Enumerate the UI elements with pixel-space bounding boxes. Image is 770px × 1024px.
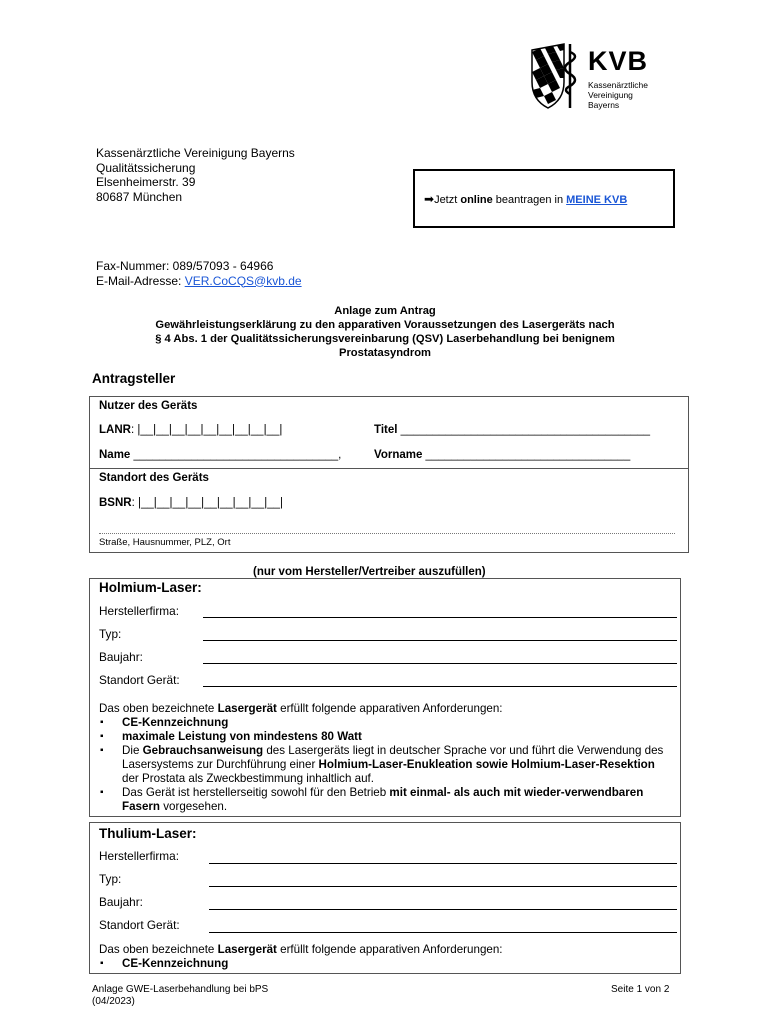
online-text-bold: online xyxy=(460,194,493,206)
vorname-line: ________________________________ xyxy=(422,449,631,461)
footer-left xyxy=(92,984,268,1008)
online-apply-box xyxy=(413,169,675,228)
requirements-intro xyxy=(99,943,669,957)
standort-geraet-label: Standort Gerät: xyxy=(99,673,180,687)
bsnr-field[interactable] xyxy=(99,497,283,509)
req-manual xyxy=(99,744,669,786)
baujahr-label: Baujahr: xyxy=(99,895,143,909)
email-label: E-Mail-Adresse: xyxy=(96,273,185,288)
typ-input[interactable] xyxy=(209,886,677,887)
intro-bold: Lasergerät xyxy=(217,943,277,956)
req-ce: ▪ CE-Kennzeichnung xyxy=(99,957,669,971)
typ-label: Typ: xyxy=(99,872,122,886)
arrow-right-icon: ➡ xyxy=(424,192,435,206)
logo-sub-line: Kassenärztliche xyxy=(588,80,649,90)
intro-bold: Lasergerät xyxy=(217,702,277,715)
req-manual-a: Die xyxy=(122,744,143,757)
meine-kvb-link[interactable]: MEINE KVB xyxy=(566,194,628,206)
vorname-label: Vorname xyxy=(374,449,423,461)
name-label: Name xyxy=(99,449,131,461)
titel-field[interactable] xyxy=(374,424,650,436)
logo-sub-line: Vereinigung xyxy=(588,90,633,100)
fax-number: Fax-Nummer: 089/57093 - 64966 xyxy=(96,259,274,273)
standort-geraet-input[interactable] xyxy=(209,932,677,933)
footer-doc-date: (04/2023) xyxy=(92,996,135,1007)
holmium-heading: Holmium-Laser: xyxy=(99,580,202,595)
typ-input[interactable] xyxy=(203,640,677,641)
name-line: ________________________________, xyxy=(130,449,342,461)
logo-wordmark: KVB xyxy=(588,46,649,76)
online-text-mid: beantragen in xyxy=(492,194,567,206)
requirements-list xyxy=(99,716,669,814)
address-line: Elsenheimerstr. 39 xyxy=(96,175,196,189)
baujahr-label: Baujahr: xyxy=(99,650,143,664)
herstellerfirma-input[interactable] xyxy=(209,863,677,864)
intro-post: erfüllt folgende apparativen Anforderungen: xyxy=(276,702,503,715)
standort-geraet-label: Standort Gerät: xyxy=(99,918,180,932)
logo-subtext xyxy=(588,80,648,110)
bsnr-label: BSNR xyxy=(99,497,132,509)
address-line: Kassenärztliche Vereinigung Bayerns xyxy=(96,146,295,160)
address-caption: Straße, Hausnummer, PLZ, Ort xyxy=(99,537,231,548)
herstellerfirma-input[interactable] xyxy=(203,617,677,618)
baujahr-input[interactable] xyxy=(209,909,677,910)
req-manual-d: Holmium-Laser-Enukleation sowie Holmium-Laser-Resektion xyxy=(318,758,655,771)
titel-line: _______________________________________ xyxy=(397,424,651,436)
baujahr-input[interactable] xyxy=(203,663,677,664)
typ-label: Typ: xyxy=(99,627,122,641)
recipient-address xyxy=(96,146,295,204)
lanr-label: LANR xyxy=(99,424,131,436)
thulium-laser-box xyxy=(89,822,681,974)
intro-post: erfüllt folgende apparativen Anforderungen: xyxy=(276,943,503,956)
divider xyxy=(90,468,688,469)
address-line: Qualitätssicherung xyxy=(96,160,196,175)
bsnr-boxes: : |__|__|__|__|__|__|__|__|__| xyxy=(131,497,283,509)
title-line: Anlage zum Antrag xyxy=(334,305,436,317)
address-line: 80687 München xyxy=(96,189,183,204)
requirements-intro xyxy=(99,702,669,716)
intro-pre: Das oben bezeichnete xyxy=(99,702,218,715)
req-fibers xyxy=(99,786,669,814)
req-fibers-b: mit einmal- als auch mit wieder-verwendbaren Fasern xyxy=(122,786,644,813)
req-fibers-a: Das Gerät ist herstellerseitig sowohl für den Betrieb xyxy=(122,786,390,799)
req-ce: ▪ CE-Kennzeichnung xyxy=(99,716,669,730)
address-input-line[interactable] xyxy=(99,533,675,534)
document-title xyxy=(90,304,680,360)
contact-info xyxy=(96,259,302,288)
bavaria-shield-icon xyxy=(530,42,582,110)
kvb-logo xyxy=(530,42,670,112)
nutzer-heading: Nutzer des Geräts xyxy=(99,400,198,412)
vorname-field[interactable] xyxy=(374,449,630,461)
herstellerfirma-label: Herstellerfirma: xyxy=(99,849,179,863)
logo-sub-line: Bayerns xyxy=(588,100,620,110)
antragsteller-box xyxy=(89,396,689,553)
req-manual-b: Gebrauchsanweisung xyxy=(142,744,264,757)
online-apply-text xyxy=(424,192,627,206)
req-manual-c: des Lasergeräts liegt in deutscher Sprache vor und führt die Verwendung des Lasersystems zur Durchführung einer xyxy=(122,744,664,771)
requirements-list xyxy=(99,957,669,971)
online-text-pre: Jetzt xyxy=(434,194,461,206)
thulium-heading: Thulium-Laser: xyxy=(99,826,197,841)
holmium-laser-box xyxy=(89,578,681,817)
titel-label: Titel xyxy=(374,424,398,436)
antragsteller-heading: Antragsteller xyxy=(92,371,176,386)
footer-doc-name: Anlage GWE-Laserbehandlung bei bPS xyxy=(92,984,269,995)
hersteller-note: (nur vom Hersteller/Vertreiber auszufüllen) xyxy=(253,566,486,578)
title-line: Prostatasyndrom xyxy=(338,347,431,359)
email-link[interactable]: VER.CoCQS@kvb.de xyxy=(184,273,302,288)
standort-geraet-input[interactable] xyxy=(203,686,677,687)
req-power: ▪ maximale Leistung von mindestens 80 Watt xyxy=(99,730,669,744)
lanr-field[interactable] xyxy=(99,424,282,436)
req-manual-e: der Prostata als Zweckbestimmung inhaltlich auf. xyxy=(122,772,374,785)
name-field[interactable] xyxy=(99,449,341,461)
herstellerfirma-label: Herstellerfirma: xyxy=(99,604,179,618)
page-number: Seite 1 von 2 xyxy=(611,984,670,995)
title-line: § 4 Abs. 1 der Qualitätssicherungsvereinbarung (QSV) Laserbehandlung bei benignem xyxy=(155,333,615,345)
thulium-requirements xyxy=(99,943,669,971)
email-line xyxy=(96,274,302,289)
title-line: Gewährleistungserklärung zu den apparativen Voraussetzungen des Lasergeräts nach xyxy=(155,319,615,331)
standort-heading: Standort des Geräts xyxy=(99,472,209,484)
holmium-requirements xyxy=(99,702,669,814)
lanr-boxes: : |__|__|__|__|__|__|__|__|__| xyxy=(130,424,283,436)
intro-pre: Das oben bezeichnete xyxy=(99,943,218,956)
req-fibers-c: vorgesehen. xyxy=(160,800,228,813)
